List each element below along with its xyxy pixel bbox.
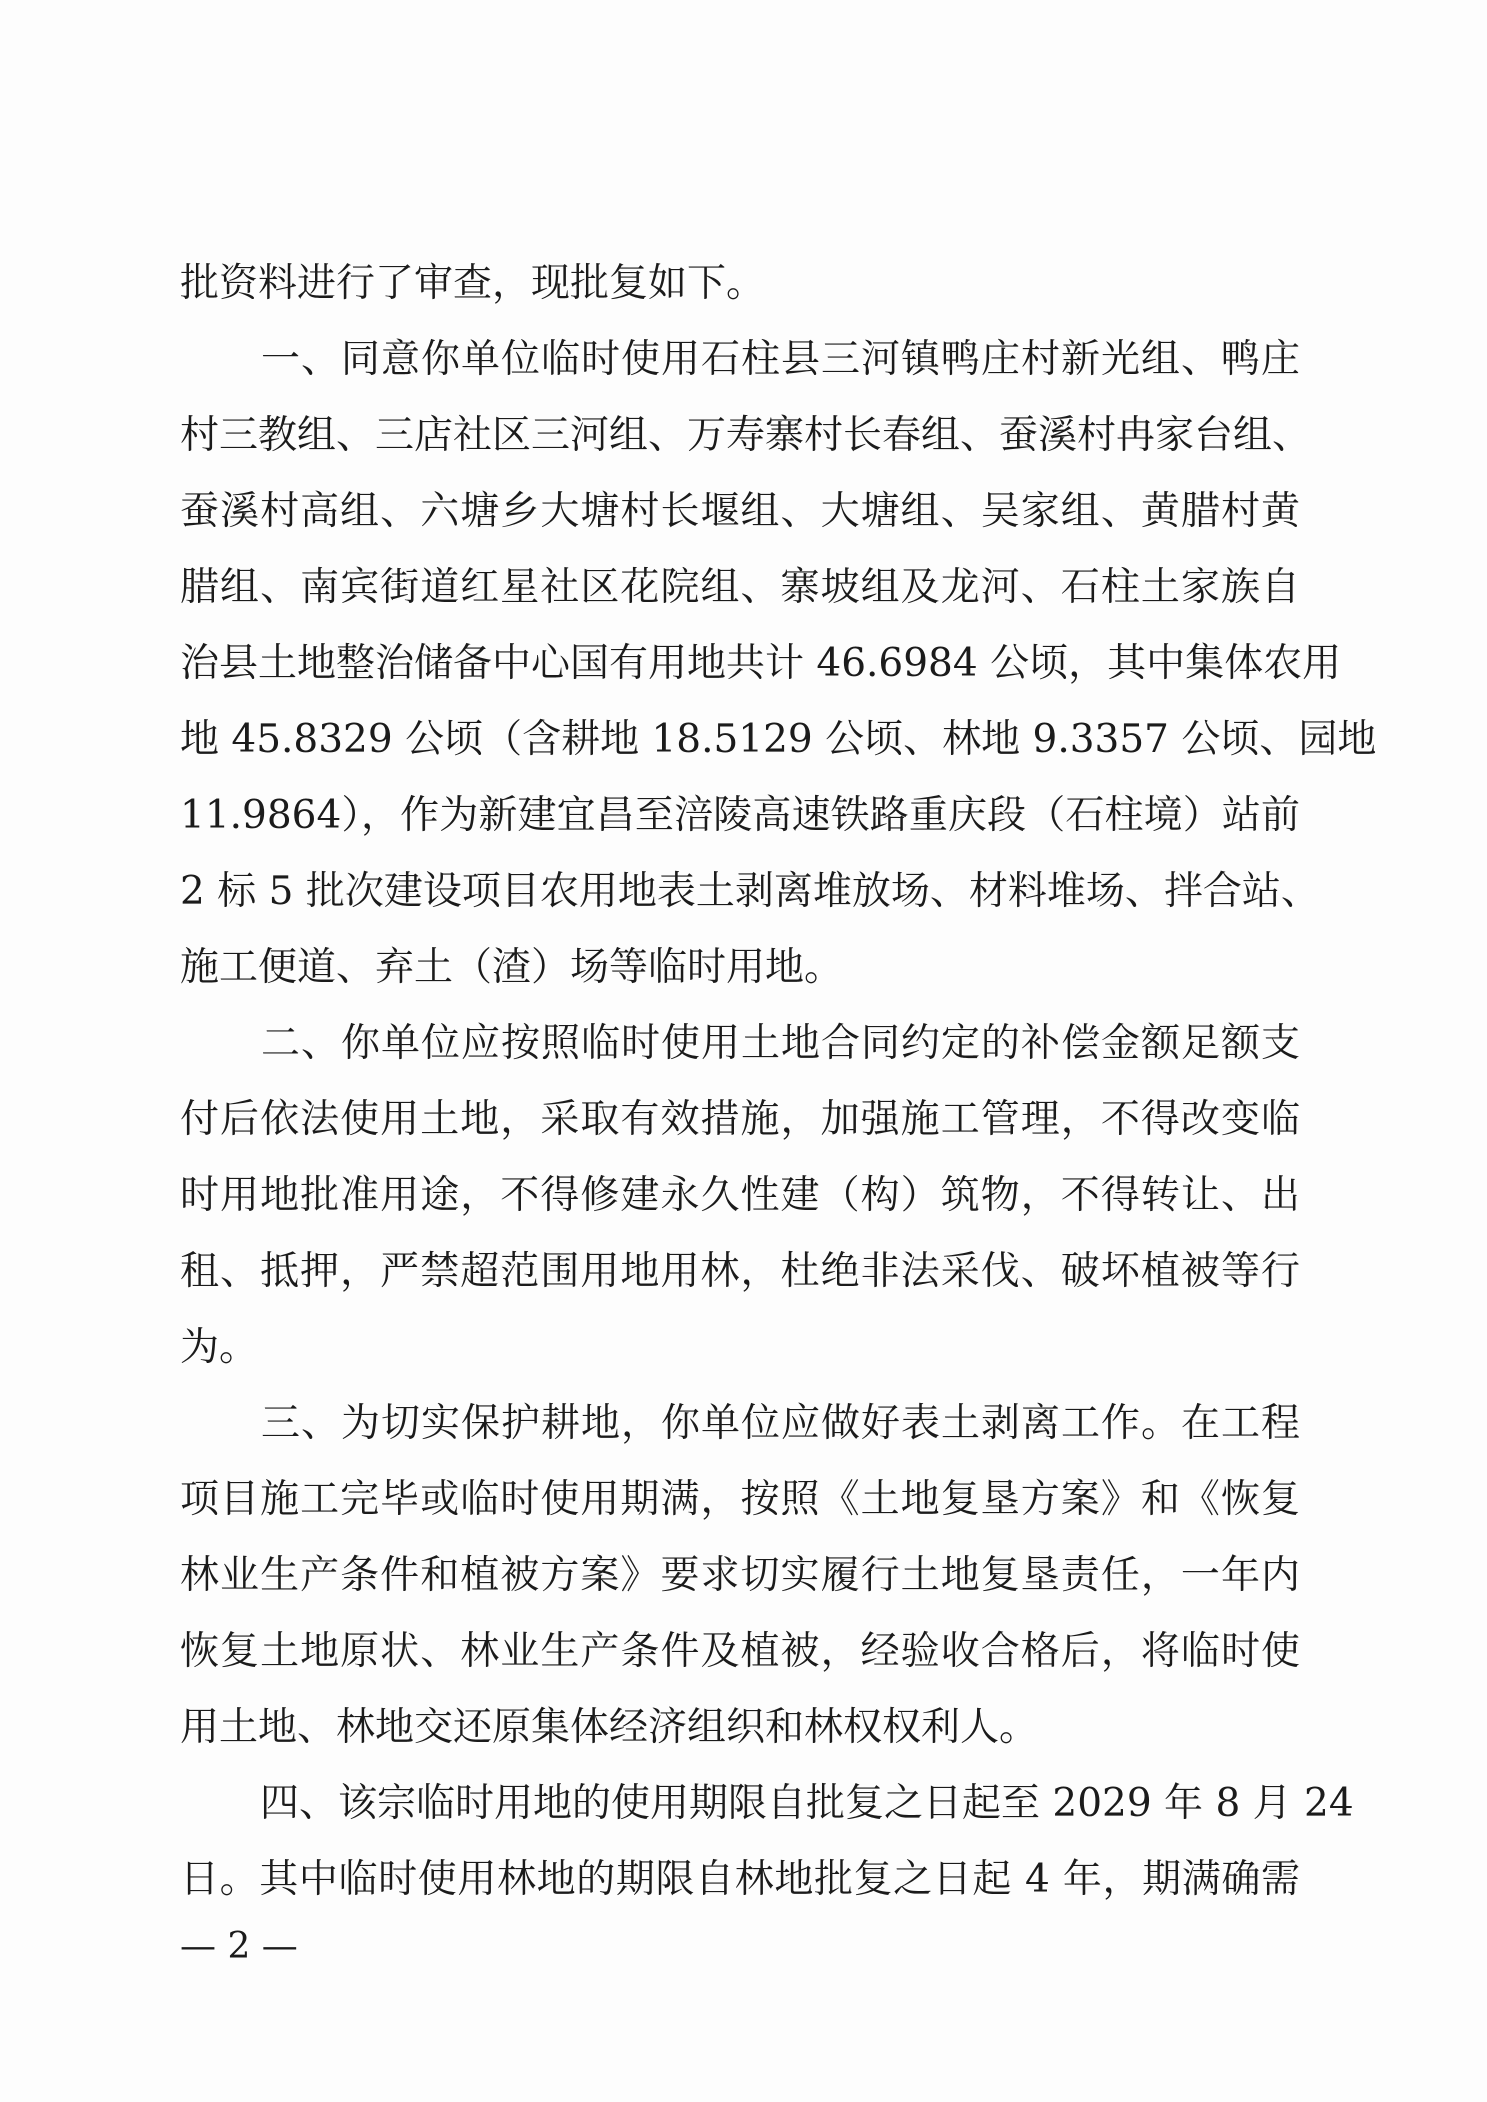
text-line: 蚕溪村高组、六塘乡大塘村长堰组、大塘组、吴家组、黄腊村黄 <box>180 489 1300 534</box>
text-line: 租、抵押，严禁超范围用地用林，杜绝非法采伐、破坏植被等行 <box>180 1249 1300 1294</box>
text-line: 时用地批准用途，不得修建永久性建（构）筑物，不得转让、出 <box>180 1173 1300 1218</box>
text-line: 用土地、林地交还原集体经济组织和林权权利人。 <box>180 1705 1039 1750</box>
text-line: 三、为切实保护耕地，你单位应做好表土剥离工作。在工程 <box>260 1401 1300 1446</box>
text-line: 一、同意你单位临时使用石柱县三河镇鸭庄村新光组、鸭庄 <box>260 337 1300 382</box>
paragraph-intro <box>180 246 1300 322</box>
text-line: 四、该宗临时用地的使用期限自批复之日起至 2029 年 8 月 24 <box>260 1781 1354 1826</box>
text-line: 日。其中临时使用林地的期限自林地批复之日起 4 年，期满确需 <box>180 1857 1300 1902</box>
text-line: 恢复土地原状、林业生产条件及植被，经验收合格后，将临时使 <box>180 1629 1300 1674</box>
text-line: 批资料进行了审查，现批复如下。 <box>180 261 766 306</box>
text-line: 治县土地整治储备中心国有用地共计 46.6984 公顷，其中集体农用 <box>180 641 1342 686</box>
text-line: 林业生产条件和植被方案》要求切实履行土地复垦责任，一年内 <box>180 1553 1300 1598</box>
text-line: 11.9864），作为新建宜昌至涪陵高速铁路重庆段（石柱境）站前 <box>180 793 1300 838</box>
text-line: 项目施工完毕或临时使用期满，按照《土地复垦方案》和《恢复 <box>180 1477 1300 1522</box>
text-line: 2 标 5 批次建设项目农用地表土剥离堆放场、材料堆场、拌合站、 <box>180 869 1320 914</box>
paragraph-item-3 <box>180 1386 1300 1766</box>
text-line: 腊组、南宾街道红星社区花院组、寨坡组及龙河、石柱土家族自 <box>180 565 1300 610</box>
text-line: 地 45.8329 公顷（含耕地 18.5129 公顷、林地 9.3357 公顷、园地 <box>180 717 1377 762</box>
document-body <box>180 246 1377 1918</box>
paragraph-item-4 <box>180 1766 1354 1918</box>
text-line: 施工便道、弃土（渣）场等临时用地。 <box>180 945 844 990</box>
text-line: 二、你单位应按照临时使用土地合同约定的补偿金额足额支 <box>260 1021 1300 1066</box>
paragraph-item-2 <box>180 1006 1300 1386</box>
page-number: — 2 — <box>180 1926 298 1967</box>
text-line: 为。 <box>180 1325 259 1370</box>
text-line: 付后依法使用土地，采取有效措施，加强施工管理，不得改变临 <box>180 1097 1300 1142</box>
paragraph-item-1 <box>180 322 1377 1006</box>
text-line: 村三教组、三店社区三河组、万寿寨村长春组、蚕溪村冉家台组、 <box>180 413 1312 458</box>
